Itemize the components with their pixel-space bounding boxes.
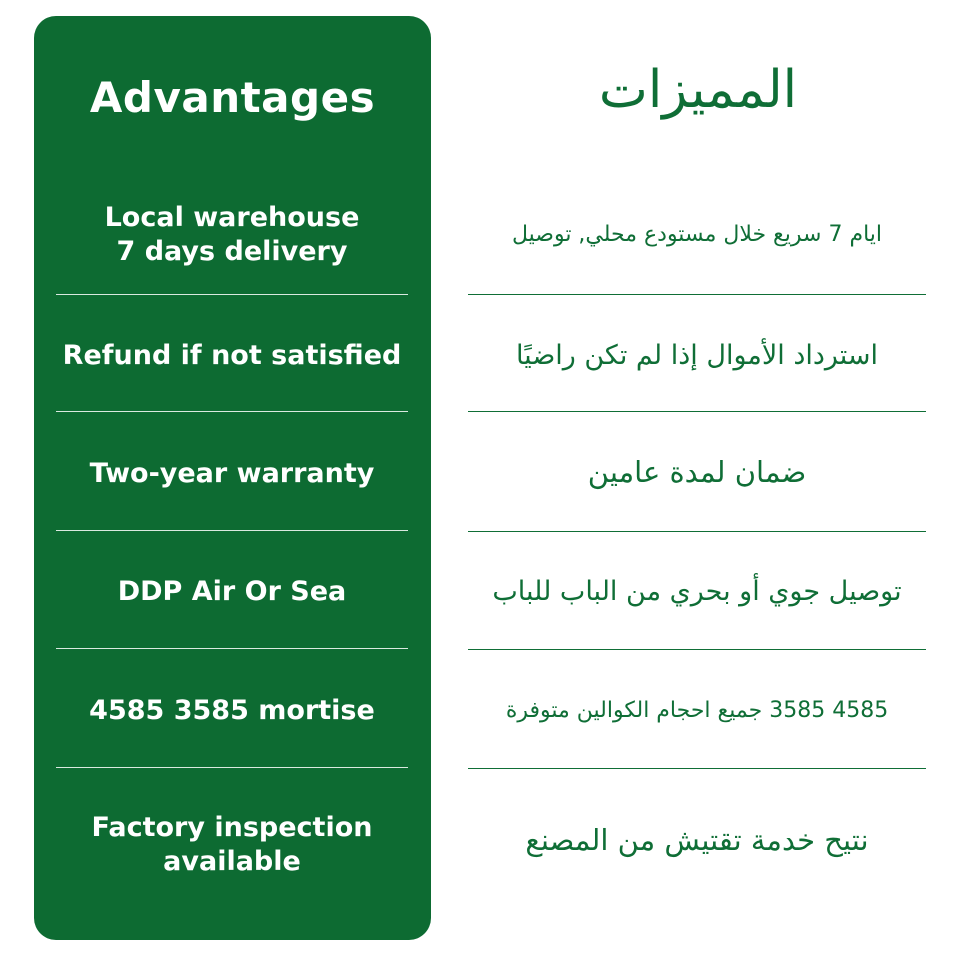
arabic-divider	[468, 768, 926, 769]
english-item-line: DDP Air Or Sea	[117, 576, 347, 607]
english-item-refund	[56, 320, 408, 392]
arabic-item-local-warehouse: ايام 7 سريع خلال مستودع محلي, توصيل	[511, 222, 883, 247]
english-item-mortise	[56, 675, 408, 747]
english-item-inspection	[56, 800, 408, 890]
english-item-line: Local warehouse	[104, 202, 360, 233]
arabic-divider	[468, 649, 926, 650]
arabic-title: المميزات	[598, 60, 798, 120]
english-item-line: Refund if not satisfied	[62, 340, 402, 371]
arabic-divider	[468, 294, 926, 295]
arabic-item-ddp: توصيل جوي أو بحري من الباب للباب	[492, 576, 902, 607]
arabic-item-inspection: نتيح خدمة تقتيش من المصنع	[525, 823, 869, 857]
english-item-ddp	[56, 556, 408, 628]
english-item-line: 4585 3585 mortise	[89, 695, 375, 726]
english-item-line: Factory inspection	[91, 812, 373, 843]
english-item-warranty	[56, 438, 408, 510]
english-divider	[56, 411, 408, 412]
english-divider	[56, 530, 408, 531]
english-divider	[56, 767, 408, 768]
english-item-line: Two-year warranty	[89, 458, 375, 489]
arabic-item-refund: استرداد الأموال إذا لم تكن راضيًا	[515, 340, 879, 371]
arabic-item-mortise: 4585 3585 جميع احجام الكوالين متوفرة	[505, 698, 889, 723]
english-title: Advantages	[89, 72, 376, 122]
arabic-item-warranty: ضمان لمدة عامين	[587, 455, 807, 489]
english-divider	[56, 294, 408, 295]
english-divider	[56, 648, 408, 649]
arabic-divider	[468, 411, 926, 412]
arabic-divider	[468, 531, 926, 532]
english-item-local-warehouse	[56, 190, 408, 280]
english-item-line: available	[163, 846, 301, 877]
english-item-line: 7 days delivery	[116, 236, 348, 267]
